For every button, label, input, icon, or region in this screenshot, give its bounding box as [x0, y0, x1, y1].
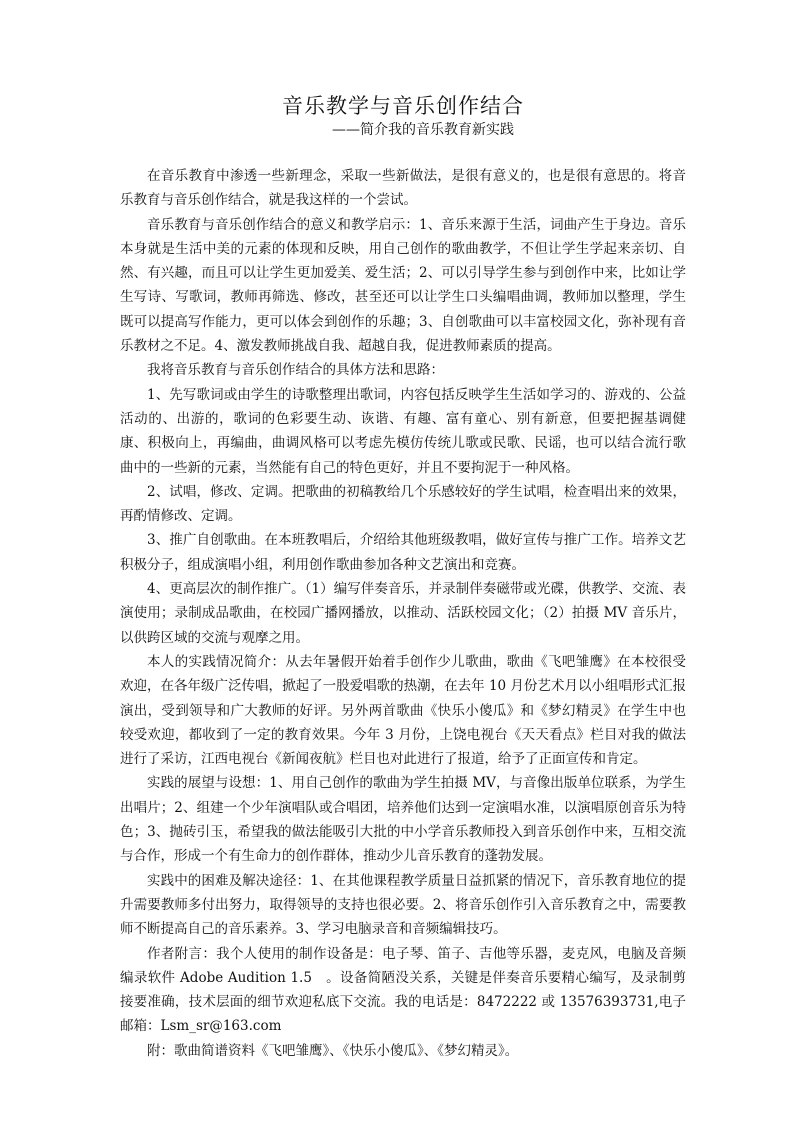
- paragraph-method-3: 3、推广自创歌曲。在本班教唱后，介绍给其他班级教唱，做好宣传与推广工作。培养文艺积极分子，组成演唱小组，利用创作歌曲参加各种文艺演出和竞赛。: [120, 532, 686, 573]
- paragraph-method-4: 4、更高层次的制作推广。（1）编写伴奏音乐，并录制伴奏磁带或光碟，供教学、交流、表演使用；录制成品歌曲，在校园广播网播放，以推动、活跃校园文化；（2）拍摄 MV 音乐片，以供跨区域的交流与观摩之用。: [120, 581, 686, 646]
- document-title: 音乐教学与音乐创作结合: [282, 94, 524, 118]
- document-page: [120, 92, 686, 1063]
- document-subtitle: ——简介我的音乐教育新实践: [332, 122, 514, 138]
- paragraph-difficulties: 实践中的困难及解决途径：1、在其他课程教学质量日益抓紧的情况下，音乐教育地位的提升需要教师多付出努力，取得领导的支持也很必要。2、将音乐创作引入音乐教育之中，需要教师不断提高自己的音乐素养。3、学习电脑录音和音频编辑技巧。: [120, 872, 686, 938]
- paragraph-appendix: 附：歌曲简谱资料《飞吧雏鹰》、《快乐小傻瓜》、《梦幻精灵》。: [147, 1042, 519, 1059]
- paragraph-outlook: 实践的展望与设想：1、用自己创作的歌曲为学生拍摄 MV，与音像出版单位联系，为学生出唱片；2、组建一个少年演唱队或合唱团，培养他们达到一定演唱水准，以演唱原创音乐为特色；3、抛砖引玉，希望我的做法能吸引大批的中小学音乐教师投入到音乐创作中来，互相交流与合作，形成一个有生命力的创作群体，推动少儿音乐教育的蓬勃发展。: [120, 775, 686, 865]
- paragraph-method-2: 2、试唱，修改、定调。把歌曲的初稿教给几个乐感较好的学生试唱，检查唱出来的效果，再酌情修改、定调。: [120, 483, 686, 525]
- paragraph-author-note: 作者附言：我个人使用的制作设备是：电子琴、笛子、吉他等乐器，麦克风，电脑及音频编录软件 Adobe Audition 1.5 。设备简陋没关系，关键是伴奏音乐要精心编写，及录制剪接要准确，技术层面的细节欢迎私底下交流。我的电话是：8472222 或 13576393731,电子邮箱：Lsm_sr@163.com: [120, 945, 686, 1035]
- paragraph-practice: 本人的实践情况简介：从去年暑假开始着手创作少儿歌曲，歌曲《飞吧雏鹰》在本校很受欢迎，在各年级广泛传唱，掀起了一股爱唱歌的热潮，在去年 10 月份艺术月以小组唱形式汇报演出，受到领导和广大教师的好评。另外两首歌曲《快乐小傻瓜》和《梦幻精灵》在学生中也较受欢迎，都收到了一定的教育效果。今年 3 月份，上饶电视台《天天看点》栏目对我的做法进行了采访，江西电视台《新闻夜航》栏目也对此进行了报道，给予了正面宣传和肯定。: [120, 653, 686, 768]
- paragraph-methods-heading: 我将音乐教育与音乐创作结合的具体方法和思路：: [147, 362, 444, 379]
- paragraph-significance: 音乐教育与音乐创作结合的意义和教学启示：1、音乐来源于生活，词曲产生于身边。音乐本身就是生活中美的元素的体现和反映，用自己创作的歌曲教学，不但让学生学起来亲切、自然、有兴趣，而且可以让学生更加爱美、爱生活；2、可以引导学生参与到创作中来，比如让学生写诗、写歌词，教师再筛选、修改，甚至还可以让学生口头编唱曲调，教师加以整理，学生既可以提高写作能力，更可以体会到创作的乐趣；3、自创歌曲可以丰富校园文化，弥补现有音乐教材之不足。4、激发教师挑战自我、超越自我，促进教师素质的提高。: [120, 216, 686, 355]
- paragraph-method-1: 1、先写歌词或由学生的诗歌整理出歌词，内容包括反映学生生活如学习的、游戏的、公益活动的、出游的，歌词的色彩要生动、诙谐、有趣、富有童心、别有新意，但要把握基调健康、积极向上，再编曲，曲调风格可以考虑先模仿传统儿歌或民歌、民谣，也可以结合流行歌曲中的一些新的元素，当然能有自己的特色更好，并且不要拘泥于一种风格。: [120, 386, 686, 476]
- paragraph-intro: 在音乐教育中渗透一些新理念，采取一些新做法，是很有意义的，也是很有意思的。将音乐教育与音乐创作结合，就是我这样的一个尝试。: [120, 168, 686, 209]
